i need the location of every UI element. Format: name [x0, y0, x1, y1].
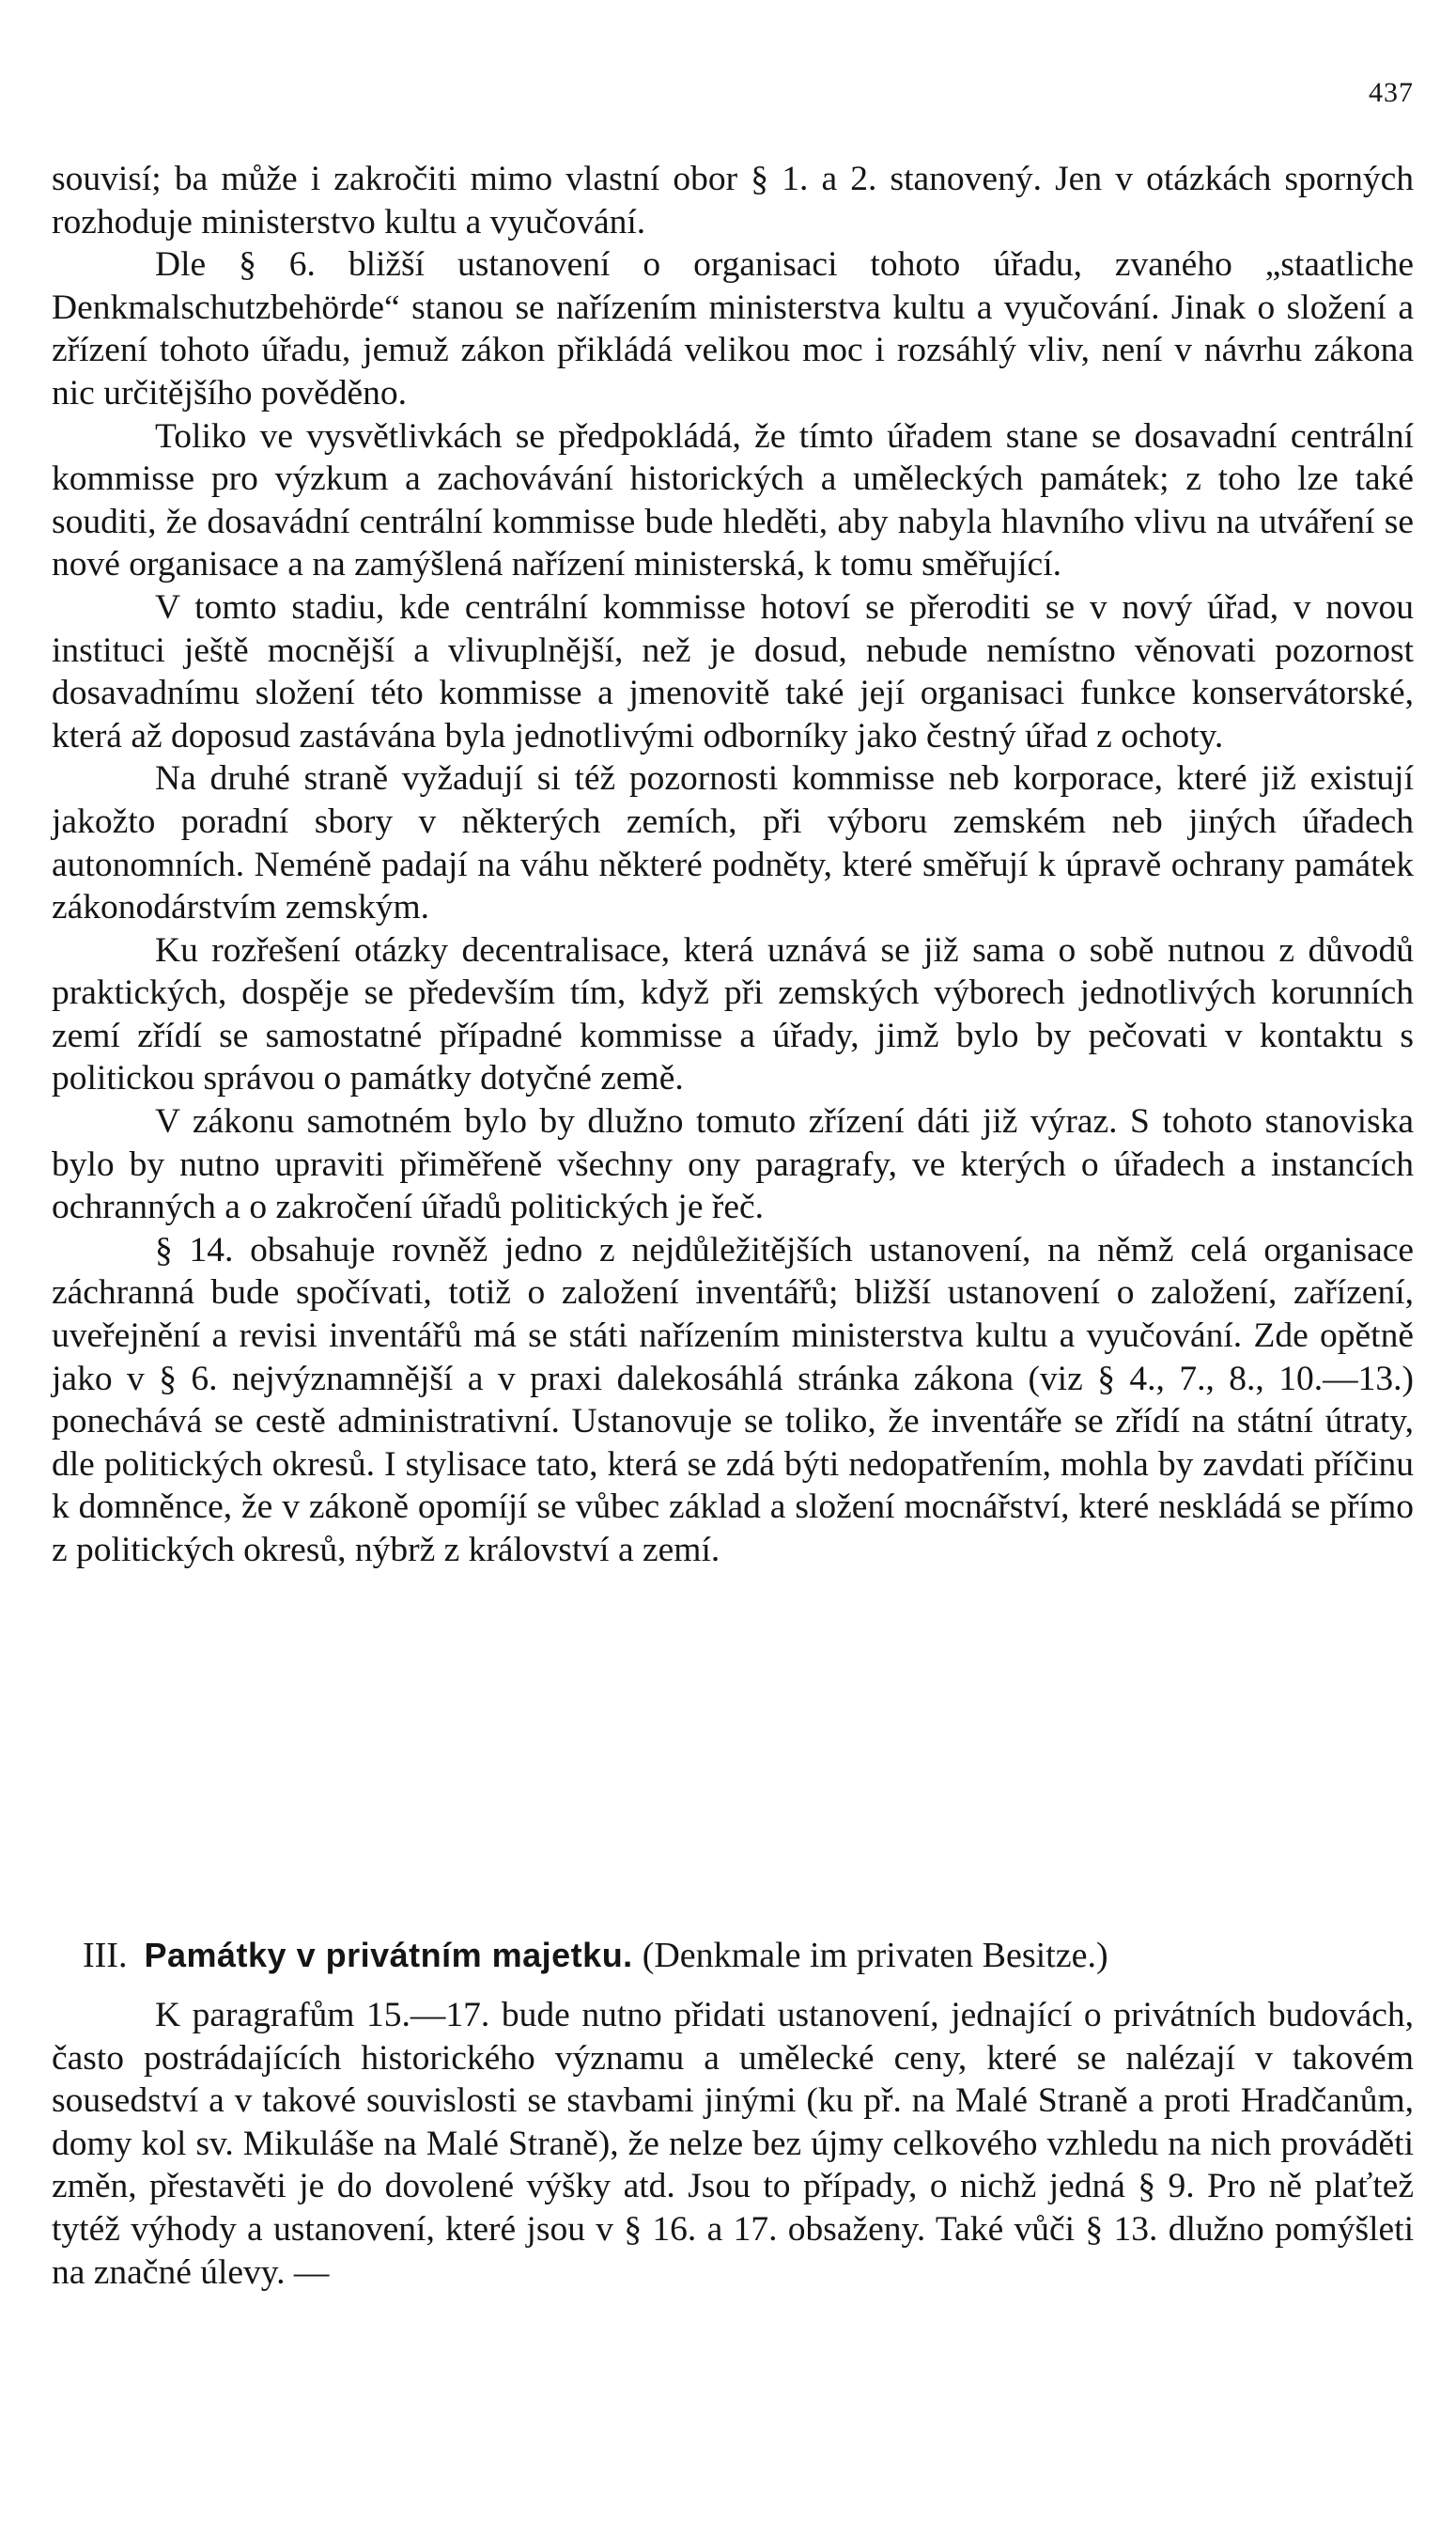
page-number: 437: [1369, 77, 1414, 108]
section-text: [52, 1994, 1414, 2294]
paragraph-decentralisation: Ku rozřešení otázky decentralisace, která uznává se již sama o sobě nutnou z důvodů praktických, dospěje se především tím, když při zemských výborech jednotlivých korunních zemí zřídí se samostatné případné kommisse a úřady, jimž bylo by pečovati v kontaktu s politickou správou o památky dotyčné země.: [52, 930, 1414, 1098]
paragraph-law-expression: V zákonu samotném bylo by dlužno tomuto zřízení dáti již výraz. S tohoto stanoviska bylo by nutno upraviti přiměřeně všechny ony paragrafy, ve kterých o úřadech a instancích ochranných a o zakročení úřadů politických je řeč.: [52, 1102, 1414, 1227]
paragraph-other-commissions: Na druhé straně vyžadují si též pozornosti kommisse neb korporace, které již existují jakožto poradní sbory v některých zemích, při výboru zemském neb jiných úřadech autonomních. Neméně padají na váhu některé podněty, které směřují k úpravě ochrany památek zákonodárstvím zemským.: [52, 759, 1414, 927]
paragraph-central-commission: V tomto stadiu, kde centrální kommisse hotoví se přeroditi se v nový úřad, v novou instituci ještě mocnější a vlivuplnější, než je dosud, nebude nemístno věnovati pozornost dosavadnímu složení této kommisse a jmenovitě také její organisaci funkce konservátorské, která až doposud zastávána byla jednotlivými odborníky jako čestný úřad z ochoty.: [52, 587, 1414, 755]
paragraph-section-14: § 14. obsahuje rovněž jedno z nejdůležitějších ustanovení, na němž celá organisace záchranná bude spočívati, totiž o založení inventářů; bližší ustanovení o založení, zařízení, uveřejnění a revisi inventářů má se státi nařízením ministerstva kultu a vyučování. Zde opětně jako v § 6. nejvýznamnější a v praxi dalekosáhlá stránka zákona (viz § 4., 7., 8., 10.—13.) ponechává se cestě administrativní. Ustanovuje se toliko, že inventáře se zřídí na státní útraty, dle politických okresů. I stylisace tato, která se zdá býti nedopatřením, mohla by zavdati příčinu k domněnce, že v zákoně opomíjí se vůbec základ a složení mocnářství, které neskládá se přímo z politických okresů, nýbrž z království a zemí.: [52, 1230, 1414, 1569]
paragraph-private-buildings: K paragrafům 15.—17. bude nutno přidati ustanovení, jednající o privátních budovách, často postrádajících historického významu a umělecké ceny, které se nalézají v takovém sousedství a v takové souvislosti se stavbami jinými (ku př. na Malé Straně a proti Hradčanům, domy kol sv. Mikuláše na Malé Straně), že nelze bez újmy celkového vzhledu na nich prováděti změn, přestavěti je do dovolené výšky atd. Jsou to případy, o nichž jedná § 9. Pro ně plaťtež tytéž výhody a ustanovení, které jsou v § 16. a 17. obsaženy. Také vůči § 13. dlužno pomýšleti na značné úlevy. —: [52, 1996, 1414, 2292]
body-text: [52, 158, 1414, 1572]
section-number: III.: [83, 1936, 128, 1975]
paragraph-section-6: Dle § 6. bližší ustanovení o organisaci tohoto úřadu, zvaného „staatliche Denkmalschutzbehörde“ stanou se nařízením ministerstva kultu a vyučování. Jinak o složení a zřízení tohoto úřadu, jemuž zákon přikládá velikou moc i rozsáhlý vliv, není v návrhu zákona nic určitějšího pověděno.: [52, 245, 1414, 413]
paragraph-continuation: souvisí; ba může i zakročiti mimo vlastní obor § 1. a 2. stanovený. Jen v otázkách sporných rozhoduje ministerstvo kultu a vyučování.: [52, 160, 1414, 241]
section-title: Památky v privátním majetku.: [144, 1936, 633, 1974]
section-subtitle: (Denkmale im privaten Besitze.): [642, 1936, 1108, 1975]
section-heading: [83, 1934, 1417, 1977]
paragraph-explanations: Toliko ve vysvětlivkách se předpokládá, že tímto úřadem stane se dosavadní centrální kommisse pro výzkum a zachovávání historických a uměleckých památek; z toho lze také souditi, že dosavádní centrální kommisse bude hleděti, aby nabyla hlavního vlivu na utváření se nové organisace a na zamýšlená nařízení ministerská, k tomu směřující.: [52, 416, 1414, 584]
